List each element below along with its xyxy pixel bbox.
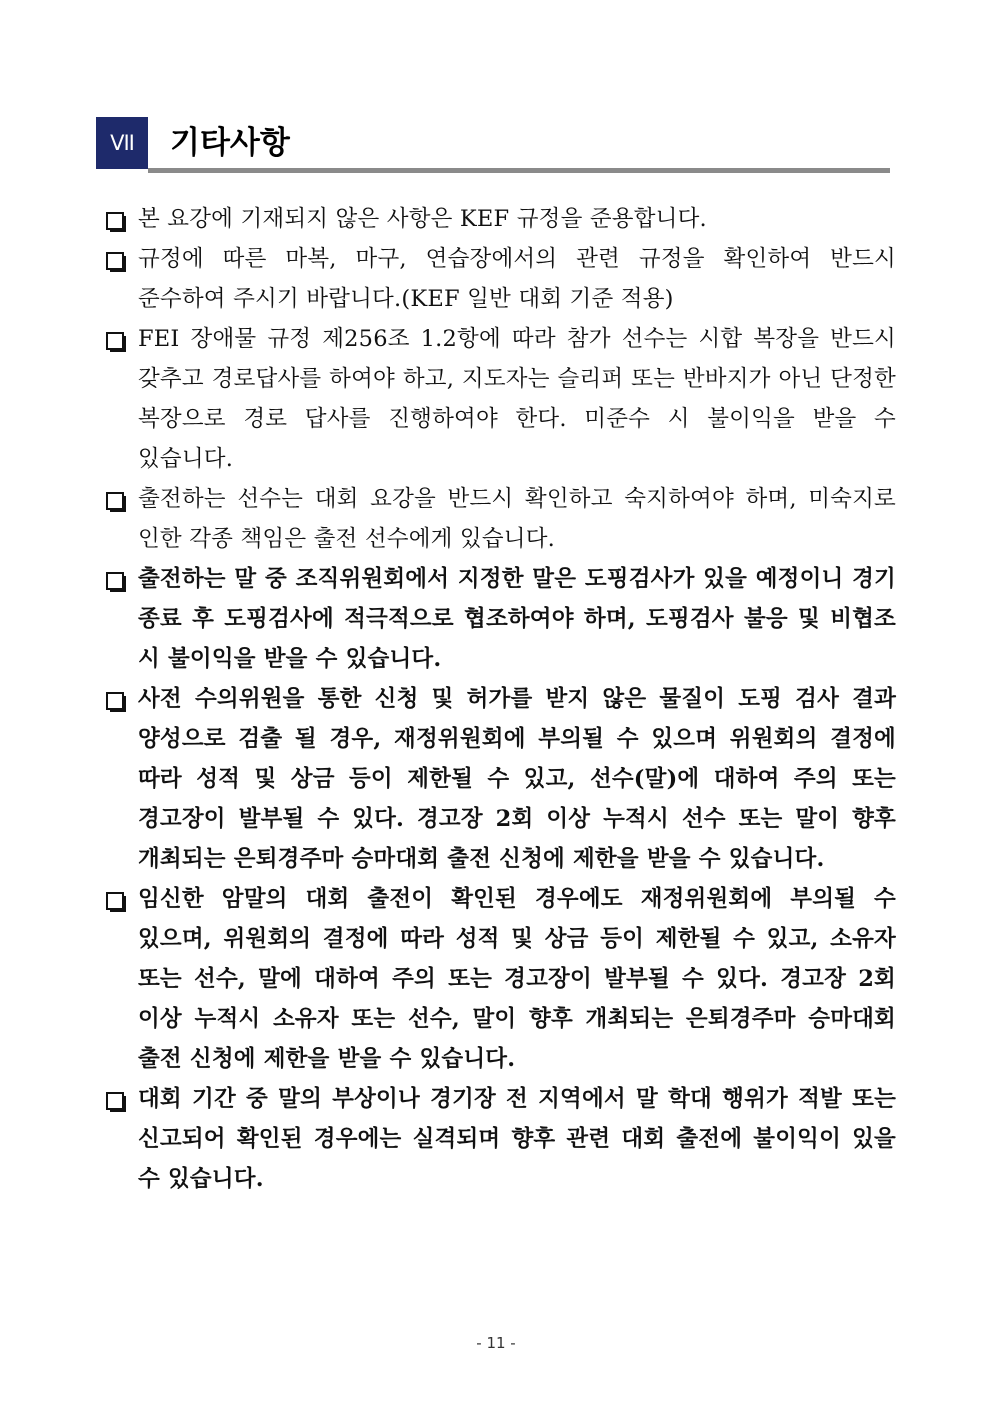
list-item [104, 879, 896, 1079]
title-underline [148, 168, 890, 173]
checkbox-bullet-icon [106, 492, 124, 510]
checkbox-bullet-icon [106, 252, 124, 270]
notice-list [104, 199, 896, 1199]
page-number: - 11 - [476, 1334, 516, 1352]
list-item-text: 규정에 따른 마복, 마구, 연습장에서의 관련 규정을 확인하여 반드시 준수하여 주시기 바랍니다.(KEF 일반 대회 기준 적용) [138, 246, 896, 312]
list-item [104, 1079, 896, 1199]
checkbox-bullet-icon [106, 212, 124, 230]
section-title: 기타사항 [170, 125, 290, 161]
list-item [104, 679, 896, 879]
list-item [104, 559, 896, 679]
list-item-text: 사전 수의위원을 통한 신청 및 허가를 받지 않은 물질이 도핑 검사 결과 양성으로 검출 될 경우, 재정위원회에 부의될 수 있으며 위원회의 결정에 따라 성적 및 상금 등이 제한될 수 있고, 선수(말)에 대하여 주의 또는 경고장이 발부될 수 있다. 경고장 2회 이상 누적시 선수 또는 말이 향후 개최되는 은퇴경주마 승마대회 출전 신청에 제한을 받을 수 있습니다. [138, 686, 896, 872]
checkbox-bullet-icon [106, 1092, 124, 1110]
list-item [104, 479, 896, 559]
checkbox-bullet-icon [106, 572, 124, 590]
section-number-badge: VII [96, 117, 148, 169]
checkbox-bullet-icon [106, 332, 124, 350]
list-item [104, 199, 896, 239]
list-item-text: 본 요강에 기재되지 않은 사항은 KEF 규정을 준용합니다. [138, 206, 707, 232]
list-item [104, 319, 896, 479]
list-item-text: 대회 기간 중 말의 부상이나 경기장 전 지역에서 말 학대 행위가 적발 또는 신고되어 확인된 경우에는 실격되며 향후 관련 대회 출전에 불이익이 있을 수 있습니다. [138, 1086, 896, 1192]
list-item-text: 출전하는 선수는 대회 요강을 반드시 확인하고 숙지하여야 하며, 미숙지로 인한 각종 책임은 출전 선수에게 있습니다. [138, 486, 896, 552]
checkbox-bullet-icon [106, 892, 124, 910]
list-item-text: FEI 장애물 규정 제256조 1.2항에 따라 참가 선수는 시합 복장을 반드시 갖추고 경로답사를 하여야 하고, 지도자는 슬리퍼 또는 반바지가 아닌 단정한 복장으로 경로 답사를 진행하여야 한다. 미준수 시 불이익을 받을 수 있습니다. [138, 326, 896, 472]
checkbox-bullet-icon [106, 692, 124, 710]
list-item [104, 239, 896, 319]
list-item-text: 출전하는 말 중 조직위원회에서 지정한 말은 도핑검사가 있을 예정이니 경기 종료 후 도핑검사에 적극적으로 협조하여야 하며, 도핑검사 불응 및 비협조 시 불이익을 받을 수 있습니다. [138, 566, 896, 672]
list-item-text: 임신한 암말의 대회 출전이 확인된 경우에도 재정위원회에 부의될 수 있으며, 위원회의 결정에 따라 성적 및 상금 등이 제한될 수 있고, 소유자 또는 선수, 말에 대하여 주의 또는 경고장이 발부될 수 있다. 경고장 2회 이상 누적시 소유자 또는 선수, 말이 향후 개최되는 은퇴경주마 승마대회 출전 신청에 제한을 받을 수 있습니다. [138, 886, 896, 1072]
section-header [96, 117, 890, 173]
